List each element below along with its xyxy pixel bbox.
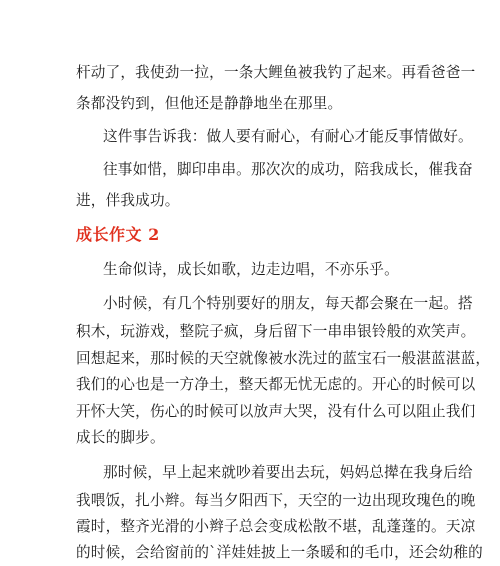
paragraph-line: 那时候，早上起来就吵着要出去玩，妈妈总撵在我身后给: [103, 464, 473, 481]
paragraph-line: 这件事告诉我：做人要有耐心，有耐心才能反事情做好。: [103, 128, 473, 145]
paragraph-line: 霞时，整齐光滑的小辫子总会变成松散不堪，乱蓬蓬的。天凉: [76, 518, 476, 535]
paragraph-line: 进，伴我成功。: [76, 192, 180, 209]
paragraph-line: 我们的心也是一方净土，整天都无忧无虑的。开心的时候可以: [76, 376, 476, 393]
paragraph-line: 的时候，会给窗前的`洋娃娃披上一条暖和的毛巾，还会幼稚的: [76, 544, 483, 561]
paragraph-line: 积木，玩游戏，整院子疯，身后留下一串串银铃般的欢笑声。: [76, 323, 476, 340]
paragraph-line: 条都没钓到，但他还是静静地坐在那里。: [76, 95, 343, 112]
section-heading: 成长作文 2: [76, 225, 160, 244]
paragraph-line: 成长的脚步。: [76, 429, 165, 446]
paragraph-line: 回想起来，那时候的天空就像被水洗过的蓝宝石一般湛蓝湛蓝，: [76, 350, 491, 367]
paragraph-line: 杆动了，我使劲一拉，一条大鲤鱼被我钓了起来。再看爸爸一: [76, 64, 476, 81]
paragraph-line: 开怀大笑，伤心的时候可以放声大哭，没有什么可以阻止我们: [76, 403, 476, 420]
paragraph-line: 生命似诗，成长如歌，边走边唱，不亦乐乎。: [103, 261, 399, 278]
paragraph-line: 往事如惜，脚印串串。那次次的成功，陪我成长，催我奋: [103, 161, 473, 178]
paragraph-line: 小时候，有几个特别要好的朋友，每天都会聚在一起。搭: [103, 295, 473, 312]
paragraph-line: 我喂饭，扎小辫。每当夕阳西下，天空的一边出现玫瑰色的晚: [76, 492, 476, 509]
